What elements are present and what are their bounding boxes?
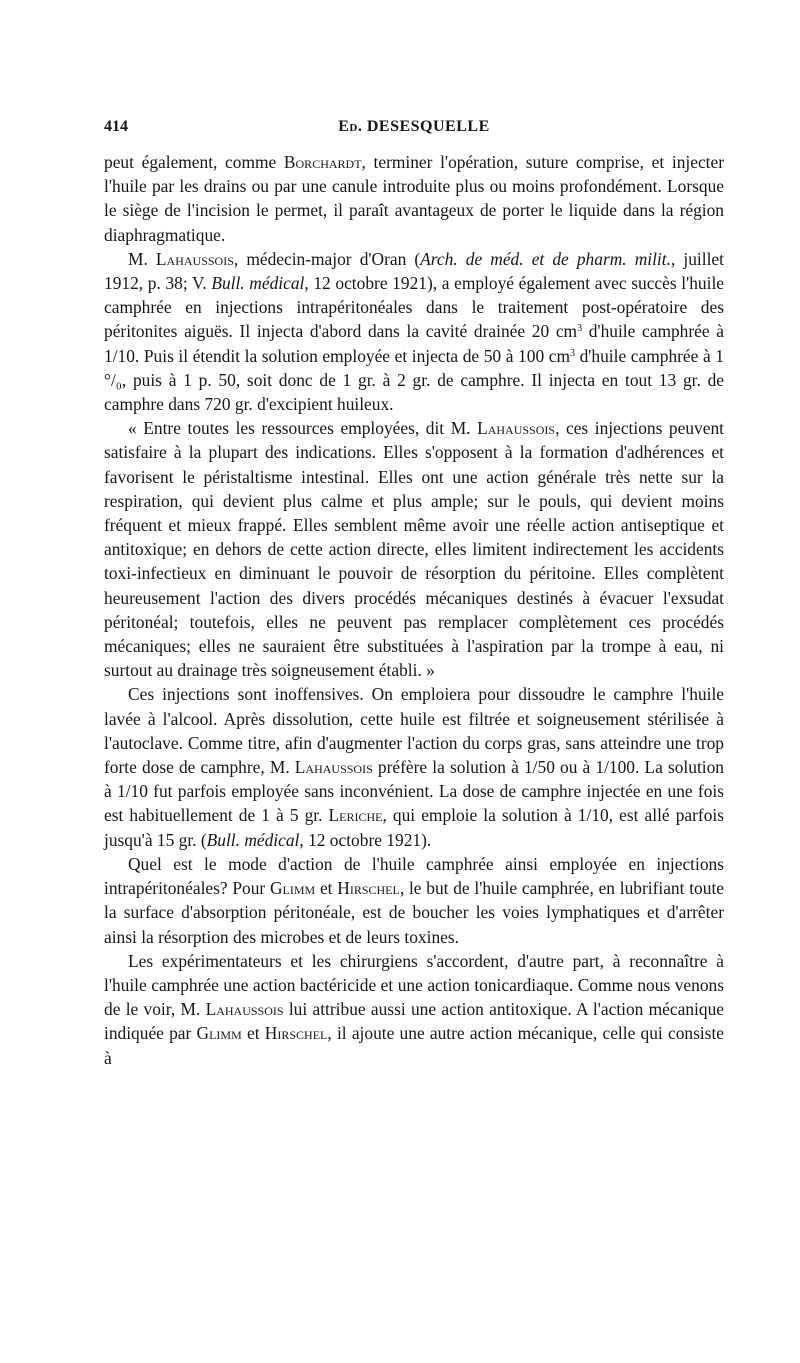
text-run: M.: [128, 248, 156, 269]
text-run: préfère la solution à 1/50 ou à 1/100. La solution à 1/10 fut parfois employée sans inconvénient. La dose de camphre injectée en une fois est habituellement de 1 à 5 gr.: [104, 757, 724, 826]
text-run: lui attribue aussi une action antitoxique. A l'action mécanique indiquée par: [104, 999, 724, 1044]
page-number: 414: [104, 118, 128, 135]
text-run: , le but de l'huile camphrée, en lubrifiant toute la surface d'absorption péritonéale, est de boucher les voies lymphatiques et d'arrêter ainsi la résorption des microbes et de leurs toxines.: [104, 878, 724, 947]
text-run: et: [241, 1023, 265, 1044]
text-run: et: [315, 878, 338, 899]
body-text: [104, 150, 724, 1070]
paragraph: [104, 682, 724, 851]
running-head-text: Ed. DESESQUELLE: [338, 118, 490, 135]
paragraph: [104, 416, 724, 682]
text-run: peut également, comme: [104, 152, 284, 172]
author-name: Lahaussois: [294, 757, 373, 778]
paragraph: [104, 247, 724, 416]
author-name: Lahaussois: [477, 418, 556, 439]
superscript: 3: [569, 347, 575, 359]
author-name: Glimm: [196, 1023, 242, 1044]
text-run: , terminer l'opération, suture comprise, et injecter l'huile par les drains ou par une canule introduite plus ou moins profondément. Lorsque le siège de l'incision le permet, il paraît avantageux de porter le liquide dans la région diaphragmatique.: [104, 152, 725, 245]
citation-italic: Bull. médical: [206, 829, 300, 850]
text-run: , ces injections peuvent satisfaire à la plupart des indications. Elles s'opposent à la formation d'adhérences et favorisent le péristaltisme intestinal. Elles ont une action générale très nette sur la respiration, qui devient plus calme et plus ample; sur le pouls, qui devient moins fréquent et mieux frappé. Elles semblent même avoir une réelle action antiseptique et antitoxique; en dehors de cette action directe, elles limitent indirectement les accidents toxi-infectieux en diminuant le pouvoir de résorption du péritoine. Elles complètent heureusement l'action des divers procédés mécaniques destinés à évacuer l'exsudat péritonéal; toutefois, elles ne peuvent pas remplacer complètement ces procédés mécaniques; elles ne sauraient être substituées à l'aspiration par la trompe à eau, ni surtout au drainage très soigneusement établi. »: [104, 418, 724, 681]
text-run: , médecin-major d'Oran (: [233, 248, 421, 269]
text-run: Ces injections sont inoffensives. On emploiera pour dissoudre le camphre l'huile lavée à l'alcool. Après dissolution, cette huile est filtrée et soigneusement stérilisée à l'autoclave. Comme titre, afin d'augmenter l'action du corps gras, sans atteindre une trop forte dose de camphre, M.: [104, 684, 724, 778]
author-name: Hirschel: [264, 1023, 328, 1044]
text-run: , 12 octobre 1921).: [299, 829, 432, 850]
text-run: , juillet 1912, p. 38; V.: [104, 248, 724, 294]
author-name: Borchardt: [283, 152, 362, 172]
text-run: d'huile camphrée à 1/10. Puis il étendit la solution employée et injecta de 50 à 100 cm: [104, 321, 724, 366]
text-run: Les expérimentateurs et les chirurgiens s'accordent, d'autre part, à reconnaître à l'huile camphrée une action bactéricide et une action tonicardiaque. Comme nous venons de le voir, M.: [104, 950, 724, 1020]
paragraph: [104, 150, 724, 247]
text-run: d'huile camphrée à 1 °/₀, puis à 1 p. 50, soit donc de 1 gr. à 2 gr. de camphre. Il injecta en tout 13 gr. de camphre dans 720 gr. d'excipient huileux.: [104, 345, 724, 415]
text-run: « Entre toutes les ressources employées, dit M.: [128, 418, 478, 439]
text-run: , 12 octobre 1921), a employé également avec succès l'huile camphrée en injections intrapéritonéales dans le traitement post-opératoire des péritonites aiguës. Il injecta d'abord dans la cavité drainée 20 cm: [104, 273, 724, 342]
running-head: [104, 118, 724, 136]
author-name: Lahaussois: [155, 248, 234, 269]
text-run: Quel est le mode d'action de l'huile camphrée ainsi employée en injections intrapéritonéales? Pour: [104, 853, 724, 899]
author-name: Hirschel: [337, 878, 400, 899]
text-run: , qui emploie la solution à 1/10, est allé parfois jusqu'à 15 gr. (: [104, 805, 724, 850]
paragraph: [104, 852, 724, 949]
citation-italic: Bull. médical: [211, 273, 305, 294]
text-run: , il ajoute une autre action mécanique, celle qui consiste à: [104, 1023, 724, 1068]
author-name: Lahaussois: [205, 999, 284, 1020]
author-name: Glimm: [269, 878, 316, 899]
superscript: 3: [577, 323, 583, 335]
page-header: [104, 118, 724, 142]
citation-italic: Arch. de méd. et de pharm. milit.: [420, 248, 671, 269]
paragraph: [104, 949, 724, 1070]
author-name: Leriche: [328, 805, 383, 826]
